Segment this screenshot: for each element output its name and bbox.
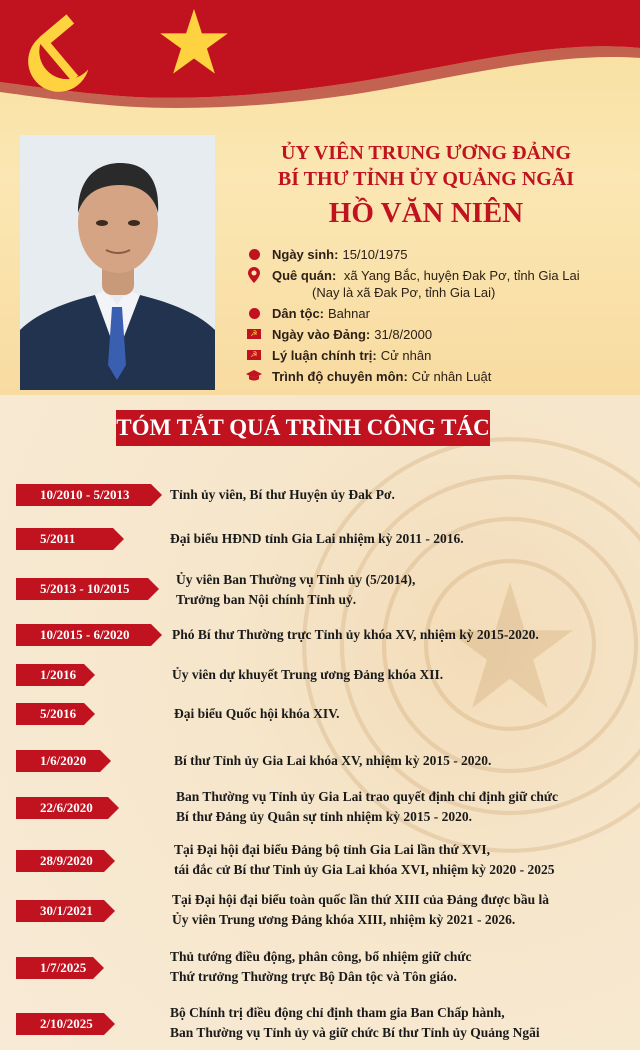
timeline-date-tag: 1/6/2020 — [16, 750, 100, 772]
title-block — [226, 140, 626, 232]
info-value: 15/10/1975 — [342, 247, 408, 262]
party-flag-icon: ☭ — [246, 326, 262, 342]
timeline-date-tag: 2/10/2025 — [16, 1013, 104, 1035]
info-label: Quê quán: — [272, 268, 337, 283]
timeline-line-2: Trưởng ban Nội chính Tỉnh uỷ. — [176, 592, 357, 607]
info-value: Cử nhân Luật — [411, 369, 492, 384]
timeline-line-2: tái đắc cử Bí thư Tỉnh ủy Gia Lai khóa XVI, nhiệm kỳ 2020 - 2025 — [174, 862, 555, 877]
timeline-description — [172, 890, 549, 930]
personal-info — [246, 246, 636, 389]
yellow-star-icon — [158, 6, 230, 78]
timeline-line-2: Ủy viên Trung ương Đảng khóa XIII, nhiệm kỳ 2021 - 2026. — [172, 912, 516, 927]
timeline-description — [176, 787, 558, 827]
info-value-note: (Nay là xã Đak Pơ, tỉnh Gia Lai) — [312, 285, 496, 300]
dot-icon — [246, 305, 262, 321]
timeline-line-1: Đại biểu HĐND tỉnh Gia Lai nhiệm kỳ 2011 - 2016. — [170, 531, 464, 546]
info-label: Lý luận chính trị: — [272, 348, 377, 363]
timeline-description — [174, 704, 340, 724]
profile-header — [0, 0, 640, 395]
timeline-date-tag: 5/2016 — [16, 703, 84, 725]
timeline-line-2: Bí thư Đảng ủy Quân sự tỉnh nhiệm kỳ 2015 - 2020. — [176, 809, 473, 824]
timeline-line-1: Ủy viên Ban Thường vụ Tỉnh ủy (5/2014), — [176, 572, 416, 587]
position-title-2: BÍ THƯ TỈNH ỦY QUẢNG NGÃI — [277, 168, 575, 190]
person-name: HỒ VĂN NIÊN — [328, 197, 524, 229]
timeline-line-1: Thủ tướng điều động, phân công, bổ nhiệm giữ chức — [170, 949, 472, 964]
info-education — [246, 368, 636, 385]
timeline-date-tag: 28/9/2020 — [16, 850, 104, 872]
timeline-description — [176, 570, 415, 610]
timeline-date-tag: 5/2013 - 10/2015 — [16, 578, 148, 600]
timeline-line-2: Ban Thường vụ Tỉnh ủy và giữ chức Bí thư Tỉnh ủy Quảng Ngãi — [170, 1025, 540, 1040]
info-ethnicity — [246, 305, 636, 322]
timeline-date-tag: 10/2015 - 6/2020 — [16, 624, 151, 646]
info-label: Ngày sinh: — [272, 247, 339, 262]
graduation-cap-icon — [246, 368, 262, 384]
timeline-line-1: Đại biểu Quốc hội khóa XIV. — [174, 706, 340, 721]
timeline-line-1: Tỉnh ủy viên, Bí thư Huyện ủy Đak Pơ. — [170, 487, 395, 502]
dot-icon — [246, 246, 262, 262]
location-pin-icon — [246, 267, 262, 283]
party-flag-icon: ☭ — [246, 347, 262, 363]
info-label: Ngày vào Đảng: — [272, 327, 371, 342]
timeline-description — [174, 751, 491, 771]
info-label: Dân tộc: — [272, 306, 324, 321]
timeline-description — [170, 529, 464, 549]
timeline-description — [170, 485, 395, 505]
timeline-description — [170, 1003, 540, 1043]
timeline-line-1: Tại Đại hội đại biểu Đảng bộ tỉnh Gia Lai lần thứ XVI, — [174, 842, 491, 857]
info-hometown — [246, 267, 636, 301]
timeline-line-1: Tại Đại hội đại biểu toàn quốc lần thứ XIII của Đảng được bầu là — [172, 892, 550, 907]
timeline-description — [172, 665, 443, 685]
timeline-date-tag: 1/7/2025 — [16, 957, 93, 979]
section-title: TÓM TẮT QUÁ TRÌNH CÔNG TÁC — [116, 410, 490, 446]
timeline-line-1: Ban Thường vụ Tỉnh ủy Gia Lai trao quyết định chỉ định giữ chức — [176, 789, 559, 804]
info-political-theory — [246, 347, 636, 364]
position-title-1: ỦY VIÊN TRUNG ƯƠNG ĐẢNG — [280, 142, 572, 164]
portrait-photo — [20, 135, 215, 390]
info-value: Bahnar — [328, 306, 370, 321]
timeline-date-tag: 30/1/2021 — [16, 900, 104, 922]
timeline-description — [170, 947, 471, 987]
timeline-line-2: Thứ trưởng Thường trực Bộ Dân tộc và Tôn giáo. — [170, 969, 457, 984]
timeline-date-tag: 1/2016 — [16, 664, 84, 686]
info-value: Cử nhân — [380, 348, 432, 363]
timeline-description — [172, 625, 539, 645]
timeline-line-1: Bí thư Tỉnh ủy Gia Lai khóa XV, nhiệm kỳ 2015 - 2020. — [174, 753, 492, 768]
timeline-date-tag: 10/2010 - 5/2013 — [16, 484, 151, 506]
timeline-line-1: Phó Bí thư Thường trực Tỉnh ủy khóa XV, nhiệm kỳ 2015-2020. — [172, 627, 539, 642]
info-value: xã Yang Bắc, huyện Đak Pơ, tỉnh Gia Lai — [343, 268, 580, 283]
info-value: 31/8/2000 — [374, 327, 433, 342]
timeline-description — [174, 840, 555, 880]
info-party-join — [246, 326, 636, 343]
info-label: Trình độ chuyên môn: — [272, 369, 408, 384]
timeline-date-tag: 22/6/2020 — [16, 797, 108, 819]
timeline-line-1: Bộ Chính trị điều động chỉ định tham gia Ban Chấp hành, — [170, 1005, 505, 1020]
info-birth — [246, 246, 636, 263]
hammer-sickle-icon — [22, 8, 107, 93]
timeline-date-tag: 5/2011 — [16, 528, 113, 550]
timeline-line-1: Ủy viên dự khuyết Trung ương Đảng khóa XII. — [172, 667, 444, 682]
